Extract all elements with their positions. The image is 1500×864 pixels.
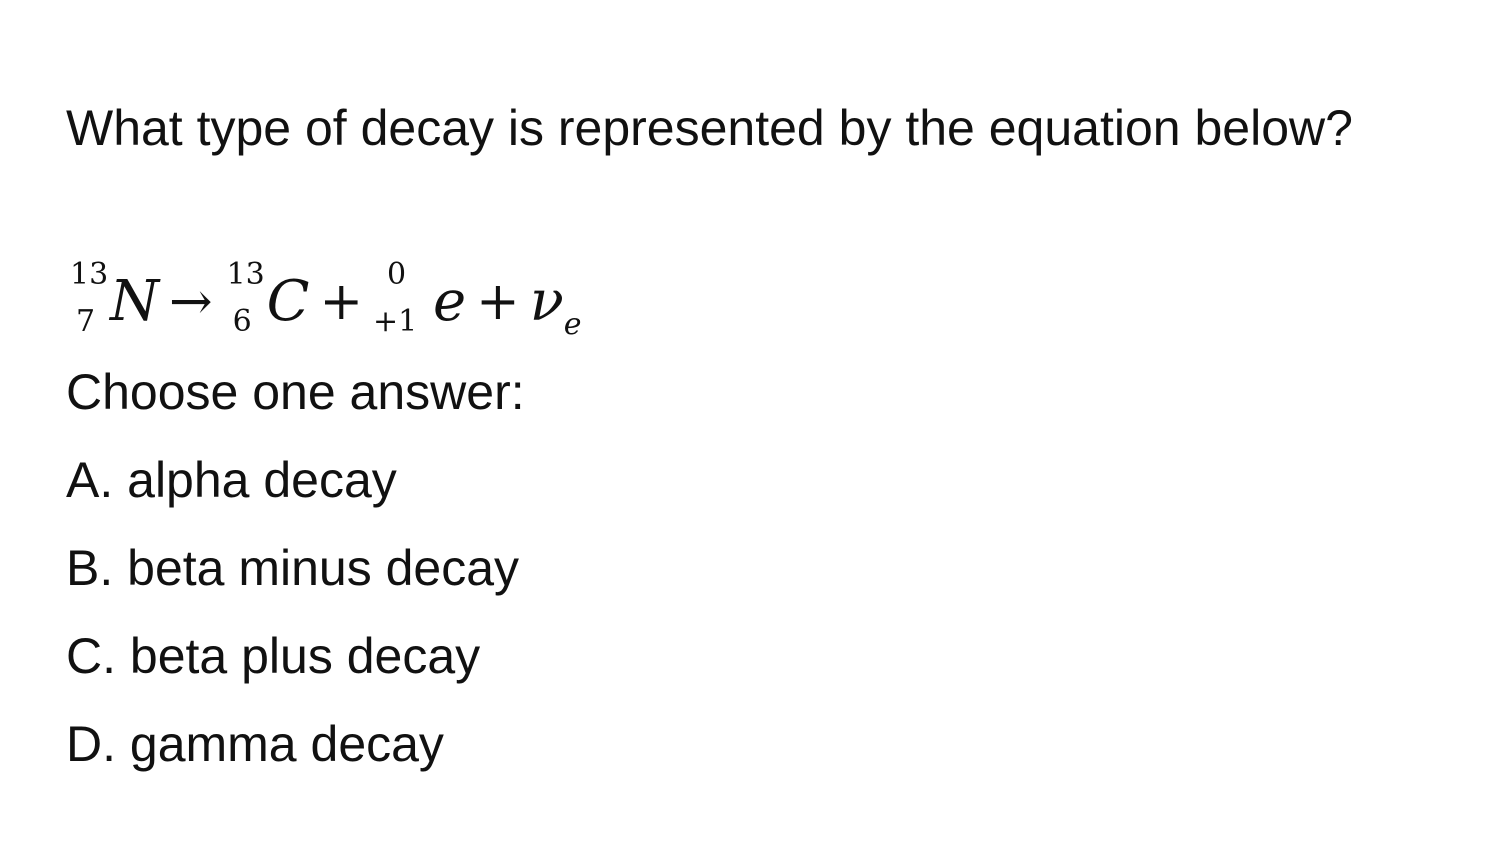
decay-equation	[66, 252, 582, 352]
positron-charge: +1	[373, 304, 418, 339]
reactant-symbol: N	[110, 269, 159, 334]
product-nuclide	[223, 252, 310, 352]
question-text: What type of decay is represented by the equation below?	[66, 100, 1353, 156]
positron	[373, 252, 466, 352]
neutrino-subscript: e	[563, 307, 582, 342]
reactant-nuclide	[66, 252, 159, 352]
product-mass-number: 13	[226, 257, 265, 292]
positron-symbol: e	[433, 269, 467, 334]
reaction-arrow: →	[169, 272, 213, 332]
product-atomic-number: 6	[232, 304, 252, 339]
plus-sign: +	[319, 272, 364, 332]
neutrino-symbol	[530, 252, 582, 375]
option-a[interactable]: A. alpha decay	[66, 452, 397, 508]
option-d[interactable]: D. gamma decay	[66, 716, 444, 772]
option-b[interactable]: B. beta minus decay	[66, 540, 520, 596]
reactant-mass-number: 13	[70, 257, 109, 292]
reactant-atomic-number: 7	[76, 304, 96, 339]
neutrino-nu: ν	[529, 269, 564, 334]
product-symbol: C	[266, 269, 310, 334]
positron-mass-number: 0	[387, 257, 407, 292]
answer-options	[66, 436, 519, 788]
option-c[interactable]: C. beta plus decay	[66, 628, 481, 684]
choose-prompt: Choose one answer:	[66, 364, 525, 420]
plus-sign: +	[476, 272, 520, 332]
